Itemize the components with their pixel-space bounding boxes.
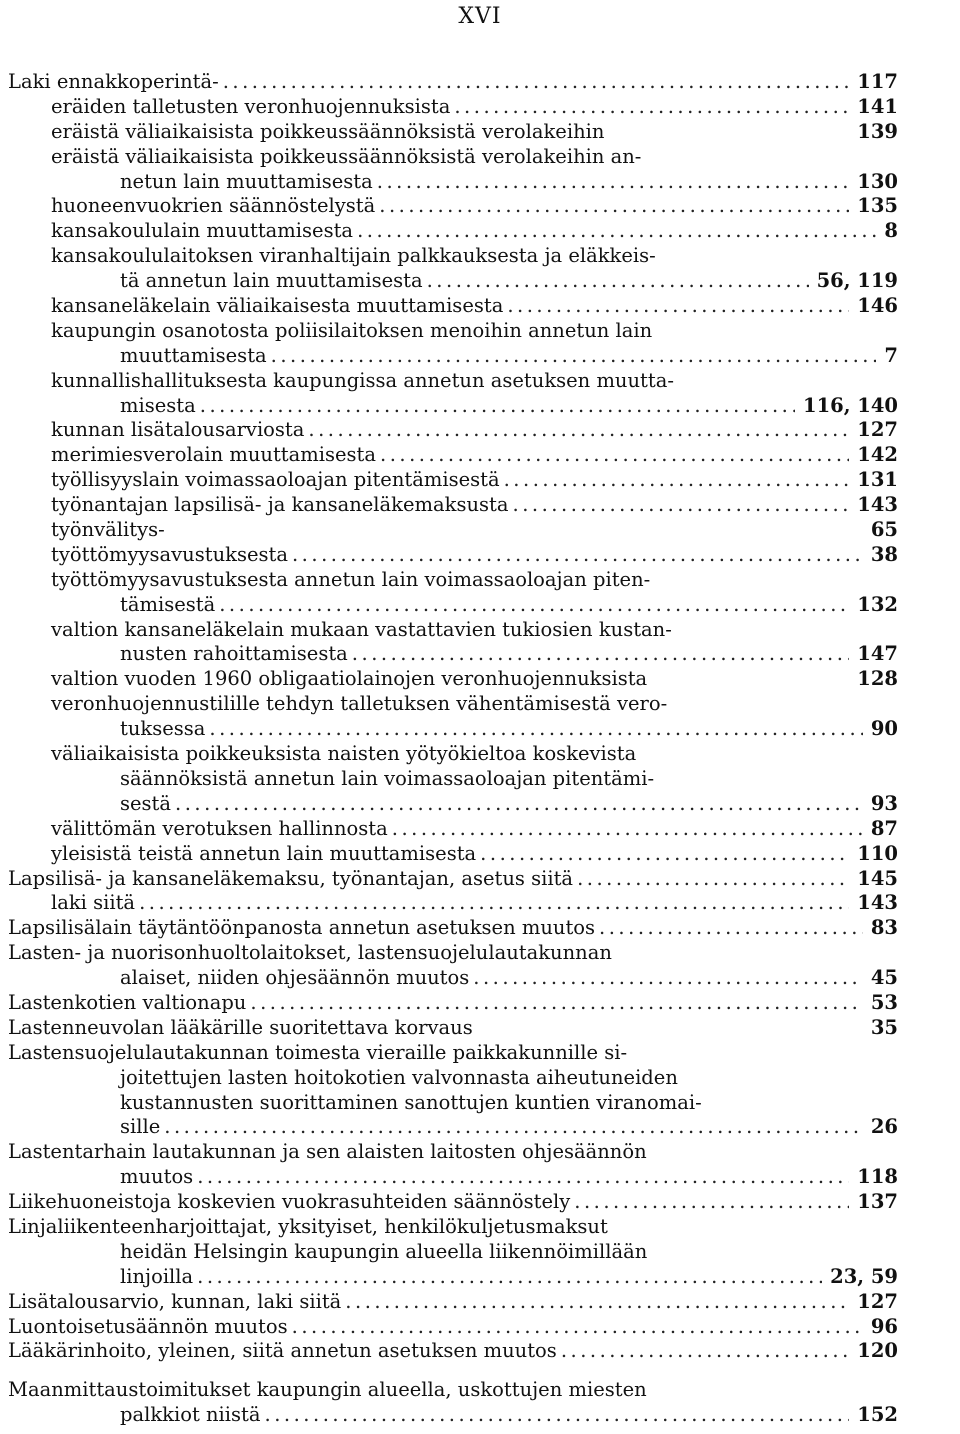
index-entry xyxy=(8,394,898,419)
index-entry xyxy=(8,568,898,593)
index-entry xyxy=(8,194,898,219)
index-entry xyxy=(8,642,898,667)
entry-page-ref: 56, 119 xyxy=(816,269,898,293)
index-entry xyxy=(8,817,898,842)
index-entry xyxy=(8,1016,898,1041)
index-entry xyxy=(8,593,898,618)
dot-leader xyxy=(308,418,849,443)
entry-page-ref: 8 xyxy=(884,219,898,243)
entry-page-ref: 116, 140 xyxy=(803,393,898,417)
entry-page-ref: 83 xyxy=(870,916,898,940)
entry-text: linjoilla xyxy=(120,1264,194,1288)
entry-text: palkkiot niistä xyxy=(120,1403,261,1427)
entry-text: työttömyysavustuksesta xyxy=(51,542,288,566)
index-entry xyxy=(8,518,898,543)
entry-page-ref: 45 xyxy=(870,966,898,990)
dot-leader xyxy=(197,1265,822,1290)
index-entry xyxy=(8,70,898,95)
entry-page-ref: 53 xyxy=(870,990,898,1014)
dot-leader xyxy=(200,394,795,419)
dot-leader xyxy=(377,170,850,195)
entry-text: kansaneläkelain väliaikaisesta muuttamisesta xyxy=(51,294,504,318)
entry-page-ref: 130 xyxy=(857,169,898,193)
dot-leader xyxy=(454,95,849,120)
entry-page-ref: 96 xyxy=(870,1314,898,1338)
index-entry xyxy=(8,1215,898,1240)
index-entry xyxy=(8,1115,898,1140)
entry-text: säännöksistä annetun lain voimassaoloajan pitentämi- xyxy=(120,766,655,790)
entry-page-ref: 23, 59 xyxy=(830,1264,898,1288)
entry-text: Lääkärinhoito, yleinen, siitä annetun asetuksen muutos xyxy=(8,1339,557,1363)
dot-leader xyxy=(480,842,849,867)
dot-leader xyxy=(561,1339,849,1364)
entry-text: eräistä väliaikaisista poikkeussäännöksistä verolakeihin an- xyxy=(51,144,642,168)
entry-text: kansakoululain muuttamisesta xyxy=(51,219,354,243)
dot-leader xyxy=(175,792,863,817)
entry-text: muuttamisesta xyxy=(120,343,267,367)
entry-page-ref: 135 xyxy=(857,194,898,218)
dot-leader xyxy=(139,891,849,916)
dot-leader xyxy=(379,194,849,219)
dot-leader xyxy=(507,294,849,319)
entry-text: Laki ennakkoperintä- xyxy=(8,70,219,93)
index-entry xyxy=(8,1315,898,1340)
entry-text: misesta xyxy=(120,393,196,417)
index-entry xyxy=(8,991,898,1016)
entry-text: eräistä väliaikaisista poikkeussäännöksistä verolakeihin xyxy=(51,119,605,143)
dot-leader xyxy=(265,1403,850,1428)
index-entry xyxy=(8,418,898,443)
dot-leader xyxy=(574,1190,849,1215)
entry-text: sestä xyxy=(120,791,172,815)
index-entry xyxy=(8,95,898,120)
dot-leader xyxy=(223,70,850,95)
entry-text: muutos xyxy=(120,1165,194,1189)
entry-page-ref: 38 xyxy=(870,542,898,566)
index-entry xyxy=(8,717,898,742)
index-entry xyxy=(8,1265,898,1290)
index-entry xyxy=(8,369,898,394)
index-entry xyxy=(8,792,898,817)
entry-page-ref: 110 xyxy=(857,841,898,865)
index-entry xyxy=(8,219,898,244)
entry-page-ref: 141 xyxy=(857,94,898,118)
entry-text: huoneenvuokrien säännöstelystä xyxy=(51,194,376,218)
entry-page-ref: 147 xyxy=(857,642,898,666)
entry-text: Lasten- ja nuorisonhuoltolaitokset, lastensuojelulautakunnan xyxy=(8,941,612,965)
index-entry xyxy=(8,1290,898,1315)
index-entry xyxy=(8,618,898,643)
index-entry xyxy=(8,145,898,170)
index-entry xyxy=(8,1165,898,1190)
dot-leader xyxy=(271,344,877,369)
index-list xyxy=(8,70,898,1428)
index-entry xyxy=(8,319,898,344)
index-entry xyxy=(8,1091,898,1116)
entry-page-ref: 90 xyxy=(870,717,898,741)
dot-leader xyxy=(164,1115,863,1140)
index-entry xyxy=(8,1041,898,1066)
entry-text: heidän Helsingin kaupungin alueella liikennöimillään xyxy=(120,1239,648,1263)
dot-leader xyxy=(392,817,863,842)
index-entry xyxy=(8,120,898,145)
dot-leader xyxy=(380,443,849,468)
entry-page-ref: 152 xyxy=(857,1403,898,1427)
index-entry xyxy=(8,170,898,195)
index-entry xyxy=(8,966,898,991)
entry-text: netun lain muuttamisesta xyxy=(120,169,373,193)
entry-text: valtion vuoden 1960 obligaatiolainojen veronhuojennuksista xyxy=(51,667,648,691)
entry-text: Linjaliikenteenharjoittajat, yksityiset, henkilökuljetusmaksut xyxy=(8,1214,608,1238)
entry-text: Luontoisetusäännön muutos xyxy=(8,1314,288,1338)
dot-leader xyxy=(427,269,809,294)
index-entry xyxy=(8,344,898,369)
index-entry xyxy=(8,1378,898,1403)
index-entry xyxy=(8,244,898,269)
index-entry xyxy=(8,767,898,792)
dot-leader xyxy=(357,219,876,244)
entry-text: kustannusten suorittaminen sanottujen kuntien viranomai- xyxy=(120,1090,702,1114)
entry-page-ref: 87 xyxy=(870,816,898,840)
index-entry xyxy=(8,692,898,717)
entry-text: joitettujen lasten hoitokotien valvonnasta aiheutuneiden xyxy=(120,1065,678,1089)
entry-text: tämisestä xyxy=(120,592,216,616)
dot-leader xyxy=(219,593,849,618)
entry-text: Lapsilisälain täytäntöönpanosta annetun asetuksen muutos xyxy=(8,916,596,940)
entry-page-ref: 120 xyxy=(857,1339,898,1363)
index-entry xyxy=(8,493,898,518)
entry-page-ref: 146 xyxy=(857,294,898,318)
entry-page-ref: 7 xyxy=(884,343,898,367)
entry-text: Lastensuojelulautakunnan toimesta vieraille paikkakunnille si- xyxy=(8,1040,628,1064)
entry-text: työnvälitys- xyxy=(51,518,165,542)
entry-page-ref: 117 xyxy=(857,70,898,93)
entry-page-ref: 143 xyxy=(857,493,898,517)
dot-leader xyxy=(577,867,849,892)
index-entry xyxy=(8,891,898,916)
index-entry xyxy=(8,941,898,966)
dot-leader xyxy=(504,468,850,493)
index-entry xyxy=(8,543,898,568)
page-number: XVI xyxy=(458,4,502,29)
entry-text: veronhuojennustilille tehdyn talletuksen vähentämisestä vero- xyxy=(51,692,668,716)
index-entry xyxy=(8,1240,898,1265)
entry-page-ref: 26 xyxy=(870,1115,898,1139)
index-entry xyxy=(8,1190,898,1215)
dot-leader xyxy=(292,543,863,568)
dot-leader xyxy=(352,642,849,667)
entry-text: työttömyysavustuksesta annetun lain voimassaoloajan piten- xyxy=(51,567,651,591)
entry-page-ref: 142 xyxy=(857,443,898,467)
entry-page-ref: 145 xyxy=(857,866,898,890)
entry-text: Liikehuoneistoja koskevien vuokrasuhteiden säännöstely xyxy=(8,1190,571,1214)
entry-text: väliaikaisista poikkeuksista naisten yötyökieltoa koskevista xyxy=(51,742,637,766)
dot-leader xyxy=(197,1165,849,1190)
entry-page-ref: 143 xyxy=(857,891,898,915)
dot-leader xyxy=(209,717,862,742)
entry-text: laki siitä xyxy=(51,891,136,915)
index-entry xyxy=(8,269,898,294)
index-entry xyxy=(8,667,898,692)
index-entry xyxy=(8,1140,898,1165)
index-entry xyxy=(8,294,898,319)
entry-page-ref: 65 xyxy=(870,518,898,542)
entry-text: alaiset, niiden ohjesäännön muutos xyxy=(120,966,470,990)
index-entry xyxy=(8,842,898,867)
entry-text: valtion kansaneläkelain mukaan vastattavien tukiosien kustan- xyxy=(51,617,672,641)
index-entry xyxy=(8,916,898,941)
entry-text: tä annetun lain muuttamisesta xyxy=(120,269,423,293)
entry-page-ref: 118 xyxy=(857,1165,898,1189)
entry-page-ref: 132 xyxy=(857,592,898,616)
index-entry xyxy=(8,468,898,493)
dot-leader xyxy=(599,916,863,941)
entry-text: työnantajan lapsilisä- ja kansaneläkemaksusta xyxy=(51,493,509,517)
entry-page-ref: 128 xyxy=(857,667,898,691)
entry-text: Lapsilisä- ja kansaneläkemaksu, työnantajan, asetus siitä xyxy=(8,866,574,890)
dot-leader xyxy=(473,966,863,991)
entry-text: työllisyyslain voimassaoloajan pitentämisestä xyxy=(51,468,500,492)
entry-page-ref: 127 xyxy=(857,1289,898,1313)
entry-text: yleisistä teistä annetun lain muuttamisesta xyxy=(51,841,477,865)
entry-page-ref: 93 xyxy=(870,791,898,815)
entry-text: eräiden talletusten veronhuojennuksista xyxy=(51,94,451,118)
entry-text: Maanmittaustoimitukset kaupungin alueella, uskottujen miesten xyxy=(8,1378,647,1402)
entry-text: Lastenneuvolan lääkärille suoritettava korvaus xyxy=(8,1015,473,1039)
entry-text: kunnallishallituksesta kaupungissa annetun asetuksen muutta- xyxy=(51,368,674,392)
dot-leader xyxy=(345,1290,849,1315)
entry-page-ref: 137 xyxy=(857,1190,898,1214)
entry-text: kunnan lisätalousarviosta xyxy=(51,418,305,442)
index-entry xyxy=(8,1403,898,1428)
entry-page-ref: 131 xyxy=(857,468,898,492)
index-entry xyxy=(8,867,898,892)
index-entry xyxy=(8,1066,898,1091)
entry-text: välittömän verotuksen hallinnosta xyxy=(51,816,388,840)
entry-text: nusten rahoittamisesta xyxy=(120,642,348,666)
dot-leader xyxy=(250,991,862,1016)
entry-text: tuksessa xyxy=(120,717,206,741)
index-entry xyxy=(8,742,898,767)
index-entry xyxy=(8,1339,898,1364)
entry-text: Lisätalousarvio, kunnan, laki siitä xyxy=(8,1289,342,1313)
entry-text: kansakoululaitoksen viranhaltijain palkkauksesta ja eläkkeis- xyxy=(51,244,656,268)
entry-page-ref: 35 xyxy=(870,1015,898,1039)
entry-text: sille xyxy=(120,1115,161,1139)
entry-text: Lastentarhain lautakunnan ja sen alaisten laitosten ohjesäännön xyxy=(8,1140,647,1164)
entry-text: Lastenkotien valtionapu xyxy=(8,990,247,1014)
entry-text: kaupungin osanotosta poliisilaitoksen menoihin annetun lain xyxy=(51,318,653,342)
entry-text: merimiesverolain muuttamisesta xyxy=(51,443,376,467)
index-entry xyxy=(8,443,898,468)
dot-leader xyxy=(292,1315,863,1340)
entry-page-ref: 139 xyxy=(857,119,898,143)
dot-leader xyxy=(513,493,850,518)
entry-page-ref: 127 xyxy=(857,418,898,442)
